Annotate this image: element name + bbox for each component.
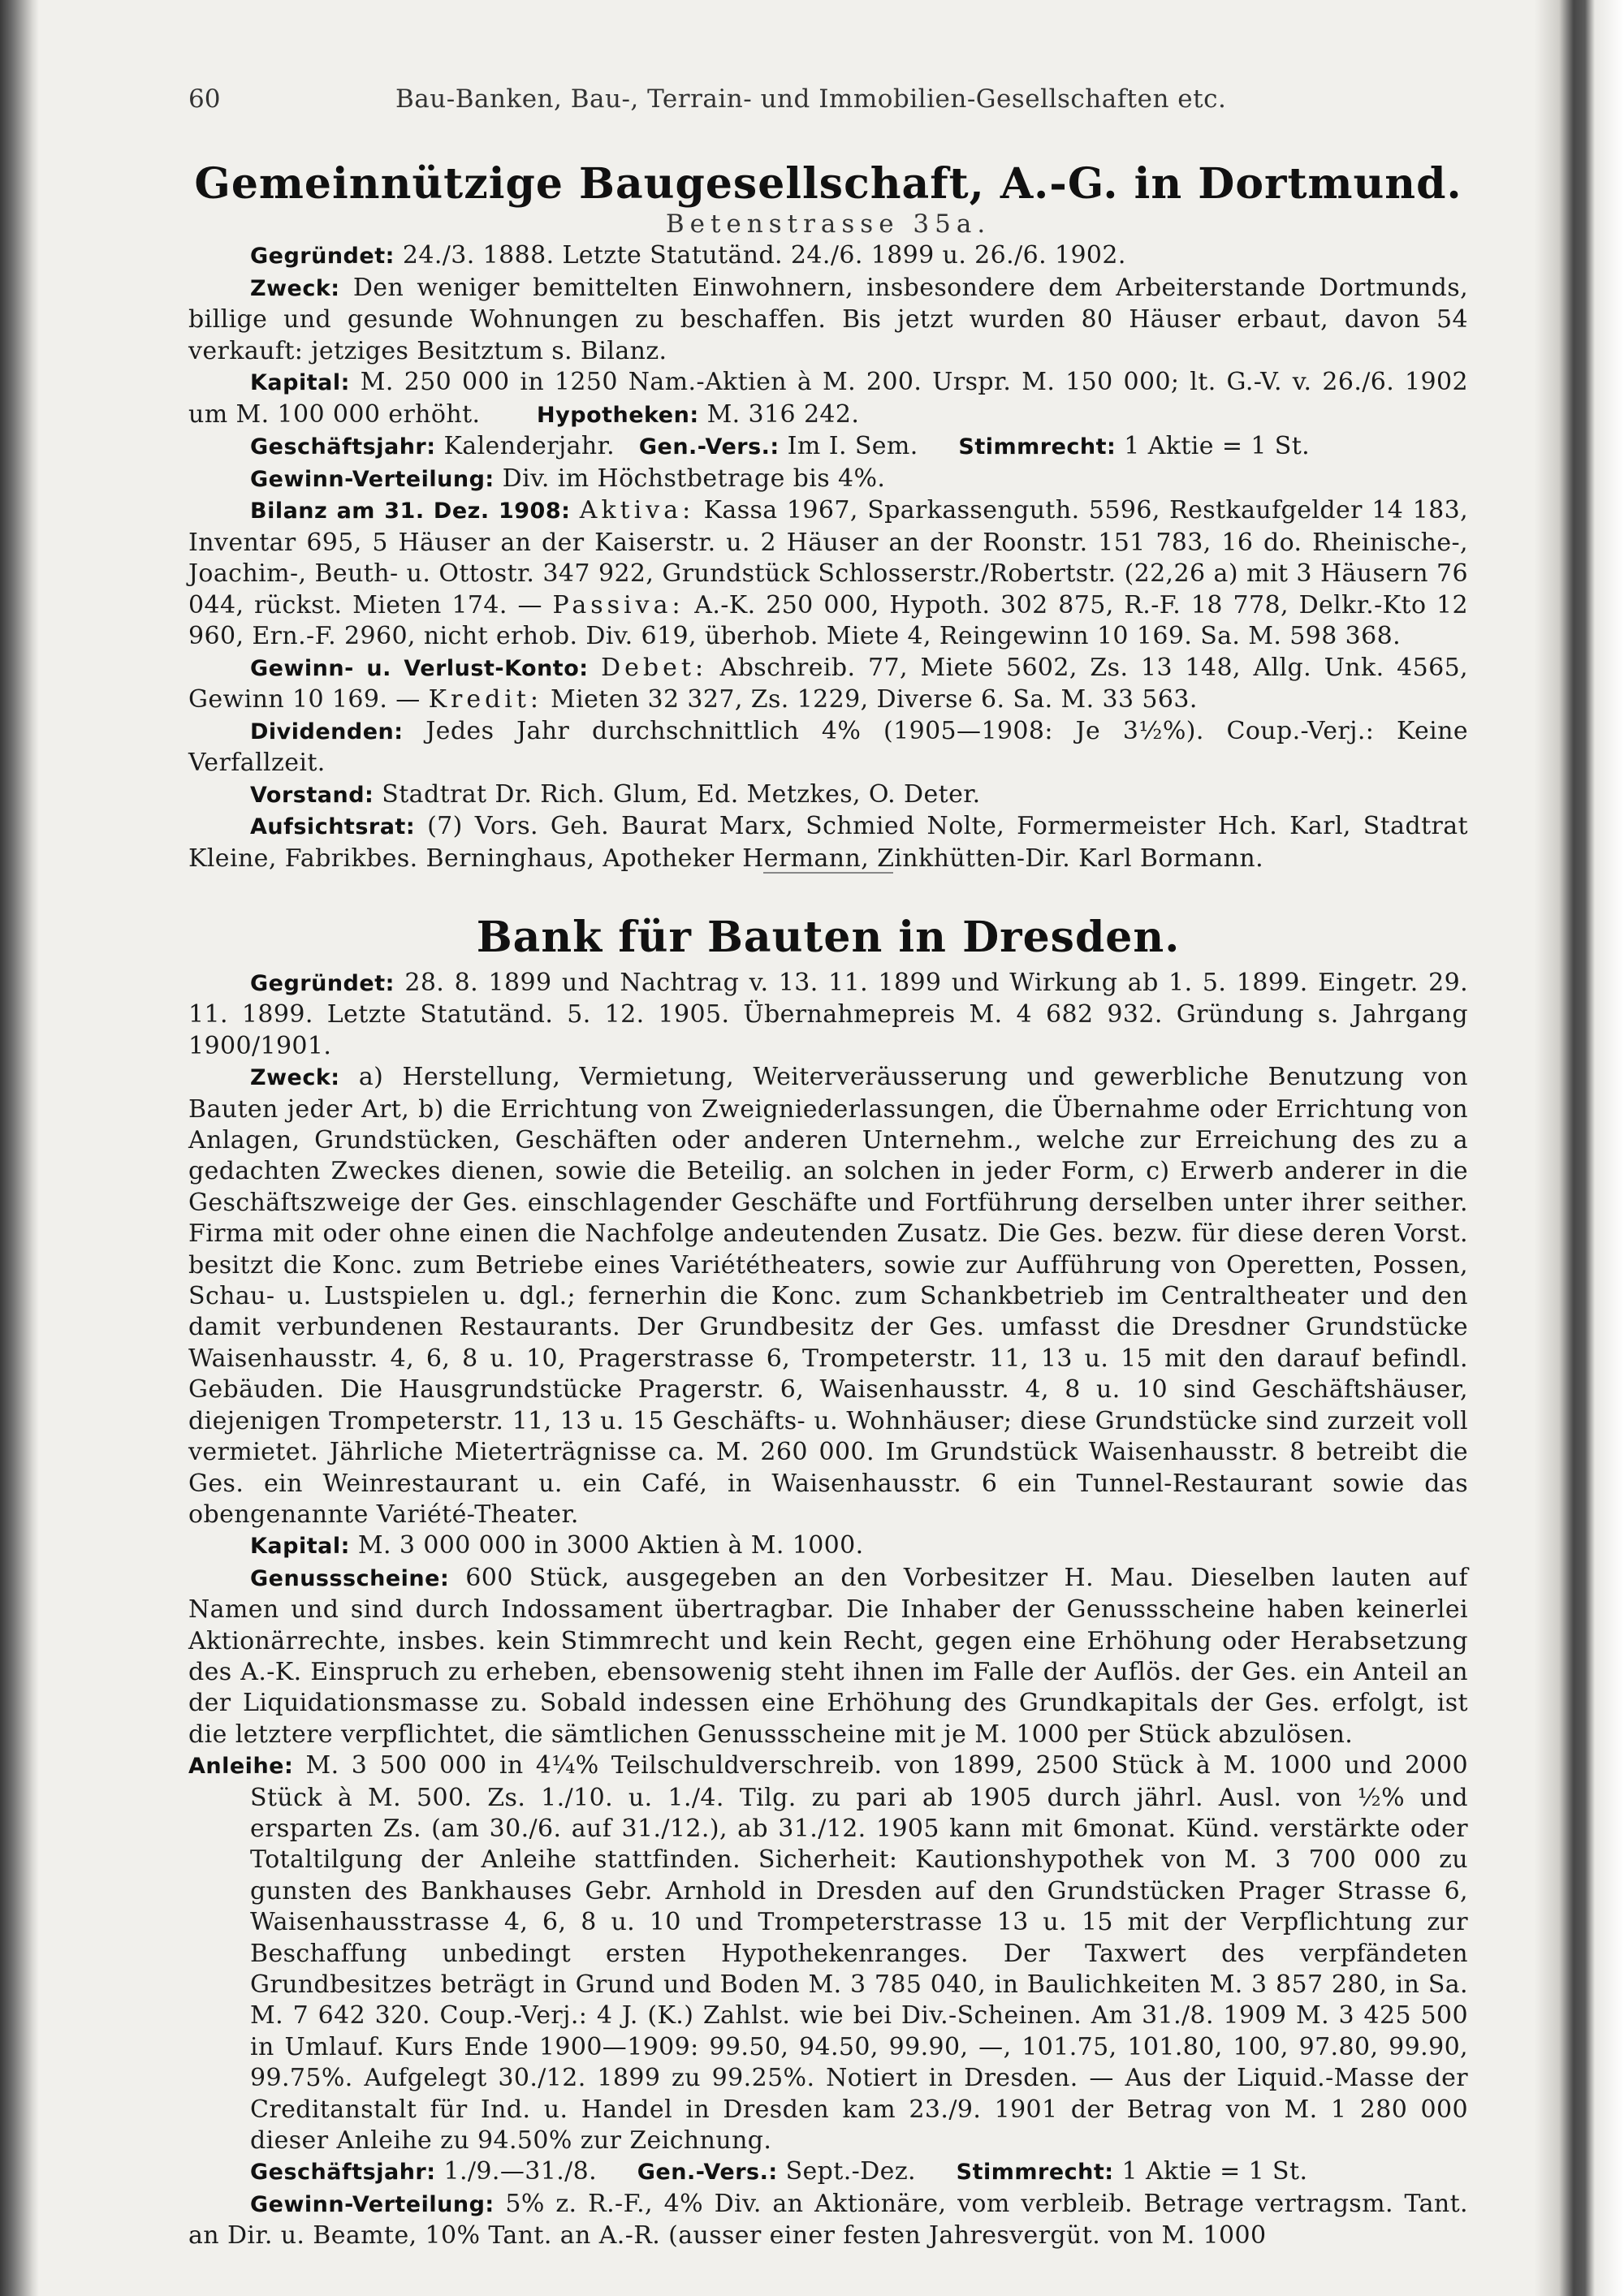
label-stimmrecht: Stimmrecht: [956,2160,1114,2186]
text-gewinnverteilung: Div. im Höchstbetrage bis 4%. [502,464,886,493]
label-bilanz: Bilanz am 31. Dez. 1908: [250,498,571,524]
section-guv [188,653,1468,716]
text-aufsichtsrat: (7) Vors. Geh. Baurat Marx, Schmied Nolte, Formermeister Hch. Karl, Stadtrat Kleine, Fabrikbes. Berninghaus, Apotheker Hermann, Zinkhütten-Dir. Karl Bormann. [188,812,1469,873]
text-bilanz-aktiva: Kassa 1967, Sparkassenguth. 5596, Restkaufgelder 14 183, Inventar 695, 5 Häuser an der Kaiserstr. u. 2 Häuser an der Roonstr. 151 783, 16 do. Rheinische-, Joachim-, Beuth- u. Ottostr. 347 922, Grundstück Schlosserstr./Robertstr. (22,26 a) mit 3 Häusern 76 044, rückst. Mieten 174. — [188,496,1469,619]
text-zweck: Den weniger bemittelten Einwohnern, insbesondere dem Arbeiterstande Dortmunds, billige und gesunde Wohnungen zu beschaffen. Bis jetzt wurden 80 Häuser erbaut, davon 54 verkauft: jetziges Besitztum s. Bilanz. [188,273,1468,365]
label-genvers: Gen.-Vers.: [638,434,780,460]
label-zweck: Zweck: [250,1065,340,1091]
text-hypotheken: M. 316 242. [706,399,860,429]
text-stimmrecht: 1 Aktie = 1 St. [1124,432,1311,460]
section-kapital [188,1530,1468,1562]
section-divider [763,872,893,874]
section-gewinnverteilung [188,464,1468,496]
section-gegruendet [188,240,1468,273]
section-vorstand [188,779,1468,812]
section-gegruendet [188,968,1468,1062]
text-zweck: a) Herstellung, Vermietung, Weiterveräusserung und gewerbliche Benutzung von Bauten jeder Art, b) die Errichtung von Zweigniederlassungen, die Übernahme oder Errichtung von Anlagen, Grundstücken, Geschäften oder anderen Unternehm., welche zur Erreichung des zu a gedachten Zweckes dienen, sowie die Beteilig. an solchen in jeder Form, c) Erwerb anderer in die Geschäftszweige der Ges. einschlagender Geschäfte und Fortführung derselben unter ihrer seither. Firma mit oder ohne einen die Nachfolge andeutenden Zusatz. Die Ges. bezw. für diese deren Vorst. besitzt die Konc. zum Betriebe eines Variététheaters, sowie zur Aufführung von Operetten, Possen, Schau- u. Lustspielen u. dgl.; fernerhin die Konc. zum Schankbetrieb im Centraltheater und den damit verbundenen Restaurants. Der Grundbesitz der Ges. umfasst die Dresdner Grundstücke Waisenhausstr. 4, 6, 8 u. 10, Pragerstrasse 6, Trompeterstr. 11, 13 u. 15 mit den darauf befindl. Gebäuden. Die Hausgrundstücke Pragerstr. 6, Waisenhausstr. 4, 8 u. 10 sind Geschäftshäuser, diejenigen Trompeterstr. 11, 13 u. 15 Geschäfts- u. Wohnhäuser; diese Grundstücke sind zurzeit voll vermietet. Jährliche Mieterträgnisse ca. M. 260 000. Im Grundstück Waisenhausstr. 8 betreibt die Ges. ein Weinrestaurant u. ein Café, in Waisenhausstr. 6 ein Tunnel-Restaurant sowie das obengenannte Variété-Theater. [188,1063,1468,1529]
section-anleihe [188,1750,1468,2156]
text-guv-debet: Abschreib. 77, Miete 5602, Zs. 13 148, Allg. Unk. 4565, Gewinn 10 169. — [188,653,1468,714]
section-zweck [188,1062,1468,1530]
text-kapital: M. 3 000 000 in 3000 Aktien à M. 1000. [357,1531,864,1560]
text-genvers: Im I. Sem. [787,432,918,460]
label-zweck: Zweck: [250,275,340,301]
text-vorstand: Stadtrat Dr. Rich. Glum, Ed. Metzkes, O. Deter. [382,779,981,809]
label-dividenden: Dividenden: [250,719,404,744]
label-anleihe: Anleihe: [188,1754,294,1780]
section-kapital [188,367,1468,431]
section-zweck [188,273,1468,368]
label-genussscheine: Genussscheine: [250,1565,450,1591]
label-kapital: Kapital: [250,370,350,395]
article-address: Betenstrasse 35a. [665,209,991,239]
text-gegruendet: 24./3. 1888. Letzte Statutänd. 24./6. 1899 u. 26./6. 1902. [402,241,1126,270]
section-gewinnverteilung [188,2189,1468,2252]
label-gewinnverteilung: Gewinn-Verteilung: [250,2191,495,2217]
section-aufsichtsrat [188,811,1468,874]
page-right-edge-shadow [1535,0,1624,2296]
text-gegruendet: 28. 8. 1899 und Nachtrag v. 13. 11. 1899 und Wirkung ab 1. 5. 1899. Eingetr. 29. 11. 1899. Letzte Statutänd. 5. 12. 1905. Übernahmepreis M. 4 682 932. Gründung s. Jahrgang 1900/1901. [188,969,1469,1060]
section-geschaeftsjahr [188,2156,1468,2188]
text-genussscheine: 600 Stück, ausgegeben an den Vorbesitzer H. Mau. Dieselben lauten auf Namen und sind durch Indossament übertragbar. Die Inhaber der Genussscheine haben keinerlei Aktionärrechte, insbes. kein Stimmrecht und kein Recht, gegen eine Erhöhung oder Herabsetzung des A.-K. Einspruch zu erheben, ebensowenig steht ihnen im Falle der Auflös. der Ges. ein Anteil an der Liquidationsmasse zu. Sobald indessen eine Erhöhung des Grundkapitals der Ges. erfolgt, ist die letztere verpflichtet, die sämtlichen Genussscheine mit je M. 1000 per Stück abzulösen. [188,1563,1469,1749]
article-title: Gemeinnützige Baugesellschaft, A.-G. in Dortmund. [194,159,1462,209]
label-geschaeftsjahr: Geschäftsjahr: [250,434,436,460]
label-genvers: Gen.-Vers.: [637,2160,778,2186]
page-number: 60 [188,84,221,114]
label-passiva: Passiva: [552,590,685,619]
text-genvers: Sept.-Dez. [785,2157,916,2186]
label-gewinnverteilung: Gewinn-Verteilung: [250,466,495,492]
section-bilanz [188,495,1468,653]
label-geschaeftsjahr: Geschäftsjahr: [250,2160,436,2186]
section-dividenden [188,716,1468,779]
label-vorstand: Vorstand: [250,782,374,808]
label-aktiva: Aktiva: [579,496,695,524]
section-geschaeftsjahr [188,431,1468,464]
text-gewinnverteilung: 5% z. R.-F., 4% Div. an Aktionäre, vom verbleib. Betrage vertragsm. Tant. an Dir. u. Beamte, 10% Tant. an A.-R. (ausser einer festen Jahresvergüt. von M. 1000 [188,2189,1468,2251]
text-geschaeftsjahr: 1./9.—31./8. [443,2157,598,2186]
label-aufsichtsrat: Aufsichtsrat: [250,814,416,839]
section-genussscheine [188,1563,1468,1750]
label-kredit: Kredit: [428,685,543,714]
text-stimmrecht: 1 Aktie = 1 St. [1121,2157,1308,2186]
label-guv: Gewinn- u. Verlust-Konto: [250,655,589,681]
text-anleihe: M. 3 500 000 in 4¼% Teilschuldverschreib. von 1899, 2500 Stück à M. 1000 und 2000 Stück à M. 500. Zs. 1./10. u. 1./4. Tilg. zu pari ab 1905 durch jährl. Ausl. von ½% und ersparten Zs. (am 30./6. auf 31./12.), ab 31./12. 1905 kann mit 6monat. Künd. verstärkte oder Totaltilgung der Anleihe stattfinden. Sicherheit: Kautionshypothek von M. 3 700 000 zu gunsten des Bankhauses Gebr. Arnhold in Dresden auf den Grundstücken Prager Strasse 6, Waisenhausstrasse 4, 6, 8 u. 10 und Trompeterstrasse 13 u. 15 mit der Verpflichtung zur Beschaffung unbedingt ersten Hypothekenranges. Der Taxwert des verpfändeten Grundbesitzes beträgt in Grund und Boden M. 3 785 040, in Baulichkeiten M. 3 857 280, in Sa. M. 7 642 320. Coup.-Verj.: 4 J. (K.) Zahlst. wie bei Div.-Scheinen. Am 31./8. 1909 M. 3 425 500 in Umlauf. Kurs Ende 1900—1909: 99.50, 94.50, 99.90, —, 101.75, 101.80, 100, 97.80, 99.90, 99.75%. Aufgelegt 30./12. 1899 zu 99.25%. Notiert in Dresden. — Aus der Liquid.-Masse der Creditanstalt für Ind. u. Handel in Dresden kam 23./9. 1901 der Betrag von M. 1 280 000 dieser Anleihe zu 94.50% zur Zeichnung. [250,1751,1468,2156]
label-kapital: Kapital: [250,1534,350,1560]
article-dortmund [188,154,1468,874]
label-hypotheken: Hypotheken: [537,402,699,428]
text-guv-kredit: Mieten 32 327, Zs. 1229, Diverse 6. Sa. M. 33 563. [550,685,1198,714]
running-title: Bau-Banken, Bau-, Terrain- und Immobilien-Gesellschaften etc. [395,84,1227,114]
label-debet: Debet: [601,653,708,682]
article-dresden [188,908,1468,2252]
text-dividenden: Jedes Jahr durchschnittlich 4% (1905—1908: Je 3½%). Coup.-Verj.: Keine Verfallzeit. [188,716,1468,777]
label-stimmrecht: Stimmrecht: [958,434,1116,460]
label-gegruendet: Gegründet: [250,971,395,996]
text-geschaeftsjahr: Kalenderjahr. [443,432,615,460]
article-title: Bank für Bauten in Dresden. [476,913,1181,962]
page-left-edge-shadow [0,0,39,2296]
label-gegruendet: Gegründet: [250,244,395,269]
text-kapital: M. 250 000 in 1250 Nam.-Aktien à M. 200. Urspr. M. 150 000; lt. G.-V. v. 26./6. 1902 um M. 100 000 erhöht. [188,368,1469,429]
text-bilanz-passiva: A.-K. 250 000, Hypoth. 302 875, R.-F. 18 778, Delkr.-Kto 12 960, Ern.-F. 2960, nicht erhob. Div. 619, überhob. Miete 4, Reingewinn 10 169. Sa. M. 598 368. [188,590,1469,650]
